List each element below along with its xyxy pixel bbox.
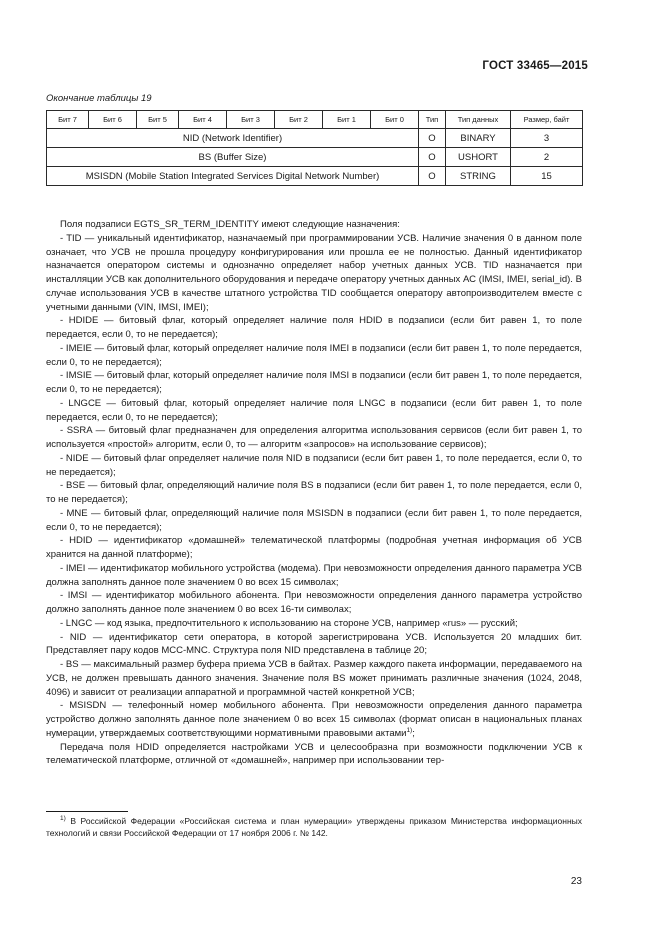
- paragraph-lngce: - LNGCE — битовый флаг, который определяет наличие поля LNGC в подзаписи (если бит равен 1, то поле передается, если 0, то не передается);: [46, 397, 582, 423]
- paragraph-imsie: - IMSIE — битовый флаг, который определяет наличие поля IMSI в подзаписи (если бит равен 1, то поле передается, если 0, то не передается);: [46, 370, 582, 395]
- standard-designation: ГОСТ 33465—2015: [482, 60, 588, 72]
- paragraph-tid: - TID — уникальный идентификатор, назначаемый при программировании УСВ. Наличие значения 0 в данном поле означает, что УСВ не прошла процедуру конфигурирования или прошла ее не полностью. Данный идентификатор назначается оператором системы и однозначно определяет набор учетных данных УСВ. TID назначается при инсталляции УСВ как дополнительного оборудования и передаче оператору учетных данных АС (IMSI, IMEI, serial_id). В случае использования УСВ в качестве штатного устройства TID сообщается оператору автопроизводителем вместе с учетными данными (VIN, IMSI, IMEI);: [46, 232, 582, 313]
- paragraph-hdid: - HDID — идентификатор «домашней» телематической платформы (подробная учетная информация об УСВ хранится на данной платформе);: [46, 535, 582, 560]
- paragraph-imeie: - IMEIE — битовый флаг, который определяет наличие поля IMEI в подзаписи (если бит равен 1, то поле передается, если 0, то не передается);: [46, 342, 582, 368]
- paragraph-imei: - IMEI — идентификатор мобильного устройства (модема). При невозможности определения данного параметра УСВ должна заполнять данное поле значением 0 во всех 15 символах;: [46, 562, 582, 588]
- spec-table: [46, 110, 583, 186]
- footnote-text: В Российской Федерации «Российская система и план нумерации» утверждены приказом Министерства информационных технологий и связи Российской Федерации от 17 ноября 2006 г. № 142.: [46, 816, 582, 838]
- paragraph-hdid-transfer: Передача поля HDID определяется настройками УСВ и целесообразна при возможности подключении УСВ к телематической платформе, отличной от «домашней», например при использовании тер-: [46, 741, 582, 767]
- col-header-data-type: Тип данных: [446, 111, 511, 129]
- col-header-bit6: Бит 6: [89, 111, 137, 129]
- type-cell: O: [419, 129, 446, 148]
- table-row: [47, 167, 583, 186]
- col-header-bit5: Бит 5: [137, 111, 179, 129]
- data-type-cell: USHORT: [446, 148, 511, 167]
- footnote-divider: [46, 811, 128, 812]
- col-header-bit3: Бит 3: [227, 111, 275, 129]
- paragraph-nid: - NID — идентификатор сети оператора, в которой зарегистрирована УСВ. Используется 20 младших бит. Представляет пару кодов MCC-MNC. Структура поля NID представлена в таблице 20;: [46, 631, 582, 657]
- paragraph-nide: - NIDE — битовый флаг определяет наличие поля NID в подзаписи (если бит равен 1, то поле передается, если 0, то не передается);: [46, 452, 582, 478]
- size-cell: 3: [511, 129, 583, 148]
- field-cell: BS (Buffer Size): [47, 148, 419, 167]
- field-cell: NID (Network Identifier): [47, 129, 419, 148]
- data-type-cell: BINARY: [446, 129, 511, 148]
- paragraph-msisdn: [46, 699, 582, 740]
- msisdn-text-end: ;: [412, 727, 415, 739]
- col-header-bit2: Бит 2: [275, 111, 323, 129]
- table-row: [47, 148, 583, 167]
- col-header-bit0: Бит 0: [371, 111, 419, 129]
- footnote-marker: 1): [60, 815, 66, 823]
- size-cell: 2: [511, 148, 583, 167]
- paragraph-intro: Поля подзаписи EGTS_SR_TERM_IDENTITY имеют следующие назначения:: [60, 219, 400, 230]
- msisdn-text: - MSISDN — телефонный номер мобильного абонента. При невозможности определения данного параметра устройство должно заполнять данное поле значением 0 во всех 15 символах (формат описан в национальных планах нумерации, утверждаемых соответствующими нормативными правовыми актами: [46, 700, 582, 739]
- col-header-bit7: Бит 7: [47, 111, 89, 129]
- paragraph-mne: - MNE — битовый флаг, определяющий наличие поля MSISDN в подзаписи (если бит равен 1, то поле передается, если 0, то не передается);: [46, 507, 582, 533]
- paragraph-hdide: - HDIDE — битовый флаг, который определяет наличие поля HDID в подзаписи (если бит равен 1, то поле передается, если 0, то не передается);: [46, 315, 582, 340]
- paragraph-bse: - BSE — битовый флаг, определяющий наличие поля BS в подзаписи (если бит равен 1, то поле передается, если 0, то не передается);: [46, 480, 582, 505]
- body-text: [46, 218, 582, 768]
- col-header-type: Тип: [419, 111, 446, 129]
- field-cell: MSISDN (Mobile Station Integrated Services Digital Network Number): [47, 167, 419, 186]
- table-caption: Окончание таблицы 19: [46, 93, 152, 104]
- paragraph-lngc: - LNGC — код языка, предпочтительного к использованию на стороне УСВ, например «rus» — русский;: [60, 617, 518, 629]
- footnote: [46, 816, 582, 839]
- data-type-cell: STRING: [446, 167, 511, 186]
- footnote-reference: 1): [406, 726, 413, 734]
- paragraph-ssra: - SSRA — битовый флаг предназначен для определения алгоритма использования сервисов (если бит равен 1, то используется «простой» алгоритм, если 0, то — алгоритм «запросов» на использование сервисов);: [46, 425, 582, 450]
- paragraph-bs: - BS — максимальный размер буфера приема УСВ в байтах. Размер каждого пакета информации, передаваемого на УСВ, не должен превышать данного значения. Значение поля BS может принимать различные значения (1024, 2048, 4096) и зависит от реализации аппаратной и программной частей конкретной УСВ;: [46, 659, 582, 698]
- size-cell: 15: [511, 167, 583, 186]
- type-cell: O: [419, 148, 446, 167]
- col-header-size: Размер, байт: [511, 111, 583, 129]
- type-cell: O: [419, 167, 446, 186]
- col-header-bit4: Бит 4: [179, 111, 227, 129]
- col-header-bit1: Бит 1: [323, 111, 371, 129]
- table-row: [47, 129, 583, 148]
- paragraph-imsi: - IMSI — идентификатор мобильного абонента. При невозможности определения данного параметра устройство должно заполнять данное поле значением 0 во всех 16-ти символах;: [46, 590, 582, 615]
- table-header-row: [47, 111, 583, 129]
- page-number: 23: [570, 876, 582, 887]
